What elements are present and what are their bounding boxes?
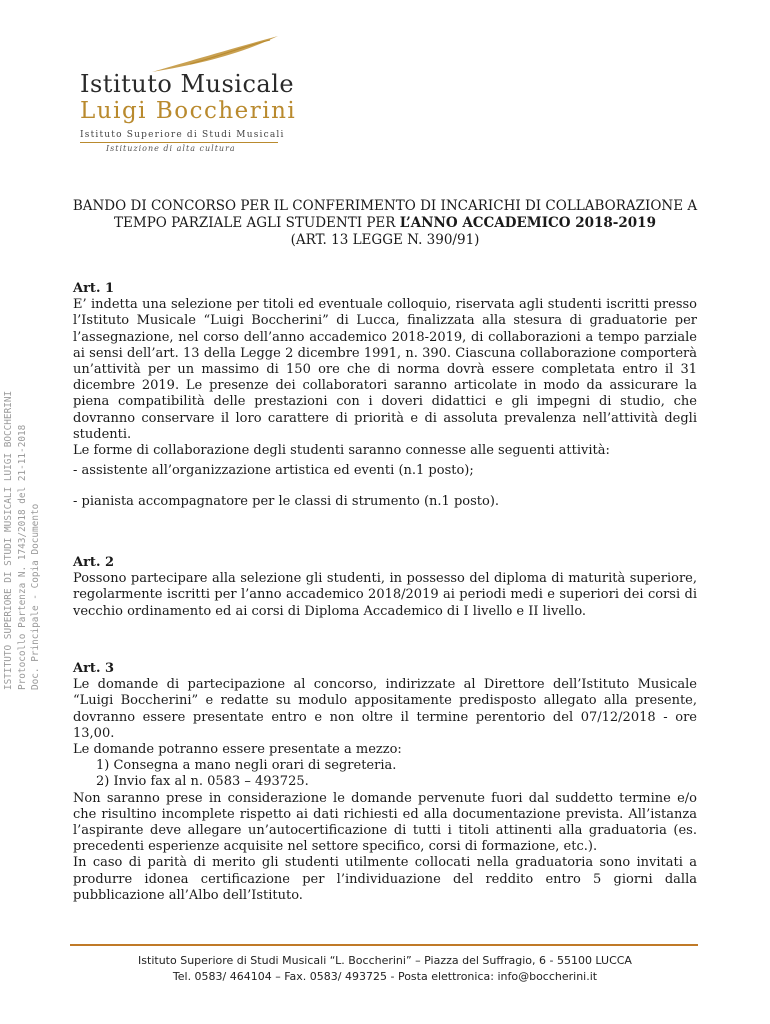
title-line-1: BANDO DI CONCORSO PER IL CONFERIMENTO DI INCARICHI DI COLLABORAZIONE A (72, 198, 698, 214)
quill-swoosh-icon (150, 34, 280, 74)
protocol-stamp (2, 391, 43, 690)
article-1-text: E’ indetta una selezione per titoli ed eventuale colloquio, riservata agli studenti iscritti presso l’Istituto Musicale “Luigi Boccherini” di Lucca, finalizzata alla stesura di graduatorie per l’assegnazione, nel corso dell’anno accademico 2018-2019, di collaborazioni a tempo parziale ai sensi dell’art. 13 della Legge 2 dicembre 1991, n. 390. Ciascuna collaborazione comporterà un’attività per un massimo di 150 ore che di norma dovrà essere completata entro il 31 dicembre 2019. Le presenze dei collaboratori saranno articolate in modo da assicurare la piena compatibilità delle prestazioni con i doveri didattici e gli impegni di studio, che dovranno conservare il loro carattere di priorità e di assoluta prevalenza nell’attività degli studenti. (73, 297, 697, 442)
logo-subtitle: Luigi Boccherini (80, 98, 297, 124)
article-3-text-2: Le domande potranno essere presentate a mezzo: (73, 742, 402, 758)
title-line-2 (70, 215, 700, 232)
article-1-intro-list: Le forme di collaborazione degli studenti saranno connesse alle seguenti attività: (73, 443, 610, 459)
activity-item-2: - pianista accompagnatore per le classi di strumento (n.1 posto). (73, 494, 500, 509)
title-line-3: (ART. 13 LEGGE N. 390/91) (290, 232, 480, 248)
article-3 (73, 661, 697, 904)
institute-logo (80, 34, 297, 154)
submission-methods-list (73, 758, 697, 790)
title-line-2-plain: TEMPO PARZIALE AGLI STUDENTI PER (114, 215, 400, 231)
article-1-heading: Art. 1 (73, 281, 115, 296)
article-3-text-4: In caso di parità di merito gli studenti utilmente collocati nella graduatoria sono invitati a produrre idonea certificazione per l’individuazione del reddito entro 5 giorni dalla pubblicazione all’Albo dell’Istituto. (73, 855, 697, 903)
article-2 (73, 555, 697, 620)
article-2-heading: Art. 2 (73, 555, 115, 570)
document-title (70, 198, 700, 249)
submission-method-2: 2) Invio fax al n. 0583 – 493725. (96, 774, 309, 790)
logo-tagline: Istituto Superiore di Studi Musicali (80, 130, 285, 140)
logo-rule (80, 142, 278, 143)
article-3-heading: Art. 3 (73, 661, 115, 676)
article-3-text-1: Le domande di partecipazione al concorso, indirizzate al Direttore dell’Istituto Musicale “Luigi Boccherini” e redatte su modulo appositamente predisposto allegato alla presente, dovranno essere presentate entro e non oltre il termine perentorio del 07/12/2018 - ore 13,00. (73, 677, 697, 741)
article-3-text-3: Non saranno prese in considerazione le domande pervenute fuori dal suddetto termine e/o che risultino incomplete rispetto ai dati richiesti ed alla documentazione prevista. All’istanza l’aspirante deve allegare un’autocertificazione di tutti i titoli attinenti alla graduatoria (es. precedenti esperienze acquisite nel settore specifico, corsi di formazione, etc.). (73, 790, 697, 855)
footer-address: Istituto Superiore di Studi Musicali “L. Boccherini” – Piazza del Suffragio, 6 - 55100 LUCCA (138, 954, 632, 967)
logo-motto: Istituzione di alta cultura (106, 144, 236, 153)
stamp-line-1: ISTITUTO SUPERIORE DI STUDI MUSICALI LUIGI BOCCHERINI (3, 390, 14, 690)
title-line-2-bold: L’ANNO ACCADEMICO 2018-2019 (399, 215, 656, 231)
footer-contacts: Tel. 0583/ 464104 – Fax. 0583/ 493725 - Posta elettronica: info@boccherini.it (172, 970, 598, 983)
footer-rule (70, 944, 698, 946)
submission-method-1: 1) Consegna a mano negli orari di segreteria. (96, 758, 397, 774)
logo-title: Istituto Musicale (80, 70, 295, 98)
stamp-line-2: Protocollo Partenza N. 1743/2018 del 21-11-2018 (16, 424, 28, 690)
article-1 (73, 281, 697, 459)
stamp-line-3: Doc. Principale - Copia Documento (30, 503, 41, 690)
activity-item-1: - assistente all’organizzazione artistica ed eventi (n.1 posto); (73, 463, 474, 478)
article-2-text: Possono partecipare alla selezione gli studenti, in possesso del diploma di maturità superiore, regolarmente iscritti per l’anno accademico 2018/2019 ai periodi medi e superiori dei corsi di vecchio ordinamento ed ai corsi di Diploma Accademico di I livello e II livello. (73, 571, 697, 619)
